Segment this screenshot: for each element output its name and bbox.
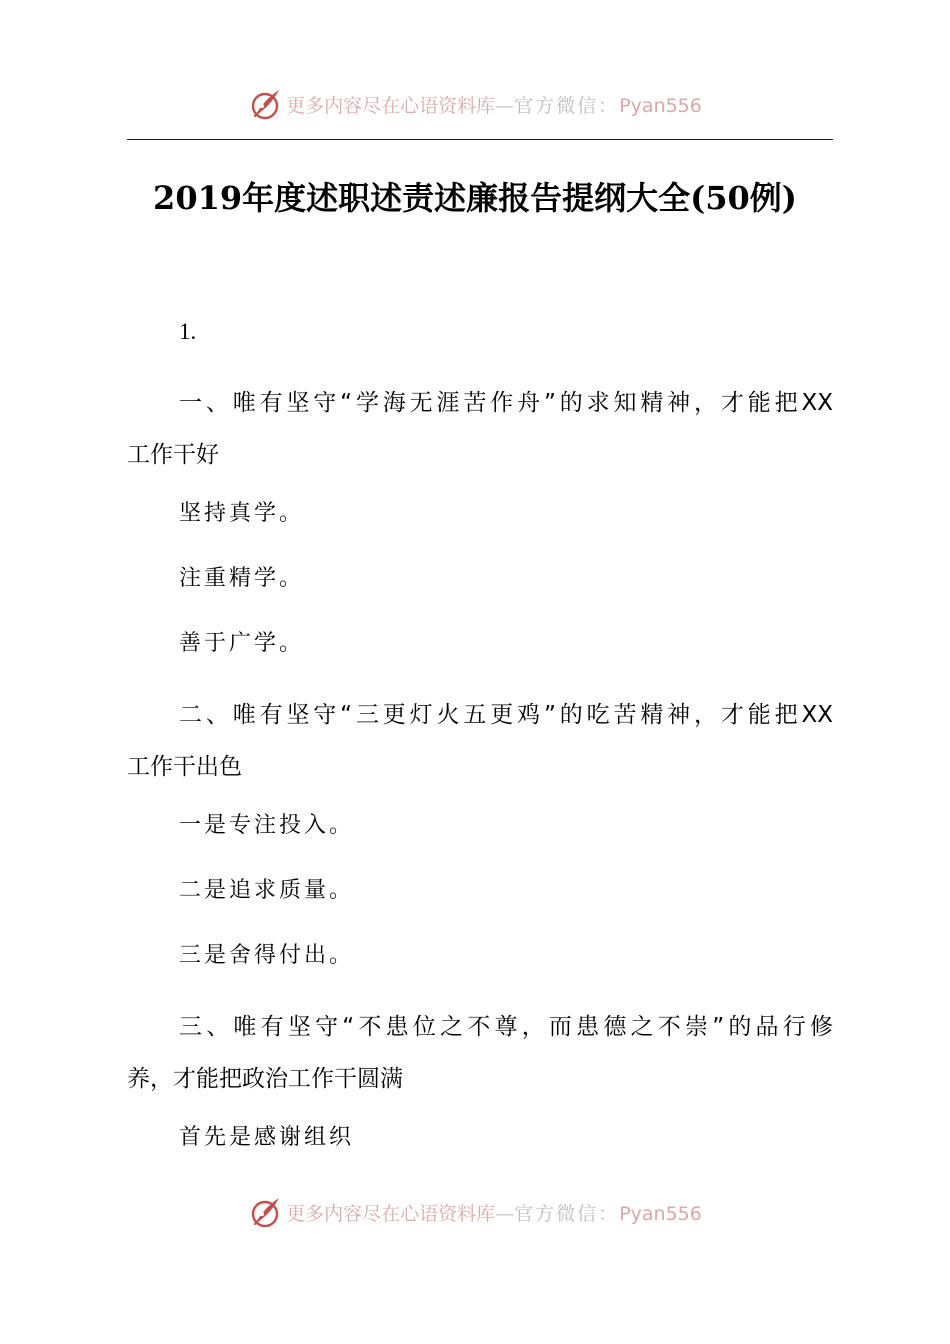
watermark-text [286, 91, 702, 118]
section-heading-2-line2: 工作干出色 [127, 754, 242, 780]
watermark-wechat-label: 官方微信： [514, 94, 620, 117]
watermark-site: 更多内容尽在心语资料库 [286, 94, 496, 117]
section-2-point-3: 三是舍得付出。 [179, 943, 355, 968]
section-1-point-2: 注重精学。 [179, 566, 305, 591]
section-heading-3-line1: 三、唯有坚守“不患位之不尊，而患德之不崇”的品行修 [179, 1014, 833, 1040]
footer-watermark [0, 1192, 950, 1232]
section-heading-1-line1: 一、唯有坚守“学海无涯苦作舟”的求知精神，才能把XX [179, 390, 833, 416]
quill-logo-icon [248, 87, 282, 121]
item-number: 1. [179, 319, 197, 344]
section-2-point-2: 二是追求质量。 [179, 878, 355, 903]
watermark-separator: — [495, 94, 515, 117]
watermark-separator: — [495, 1202, 515, 1225]
section-heading-1-line2: 工作干好 [127, 442, 219, 468]
watermark-wechat-label: 官方微信： [514, 1202, 620, 1225]
watermark-text [286, 1199, 702, 1226]
section-heading-3-line2: 养，才能把政治工作干圆满 [127, 1066, 403, 1092]
section-3-point-1: 首先是感谢组织 [179, 1125, 355, 1150]
watermark-site: 更多内容尽在心语资料库 [286, 1202, 496, 1225]
watermark-wechat-id: Pyan556 [619, 94, 702, 117]
watermark-wechat-id: Pyan556 [619, 1202, 702, 1225]
document-title: 2019年度述职述责述廉报告提纲大全(50例) [153, 179, 797, 217]
section-2-point-1: 一是专注投入。 [179, 813, 355, 838]
section-1-point-3: 善于广学。 [179, 631, 305, 656]
section-heading-1 [127, 377, 833, 481]
header-watermark [0, 84, 950, 124]
section-heading-2 [127, 689, 833, 793]
header-divider [127, 139, 833, 140]
document-body [127, 312, 833, 1183]
section-heading-3 [127, 1001, 833, 1105]
quill-logo-icon [248, 1195, 282, 1229]
section-heading-2-line1: 二、唯有坚守“三更灯火五更鸡”的吃苦精神，才能把XX [179, 702, 833, 728]
section-1-point-1: 坚持真学。 [179, 501, 305, 526]
